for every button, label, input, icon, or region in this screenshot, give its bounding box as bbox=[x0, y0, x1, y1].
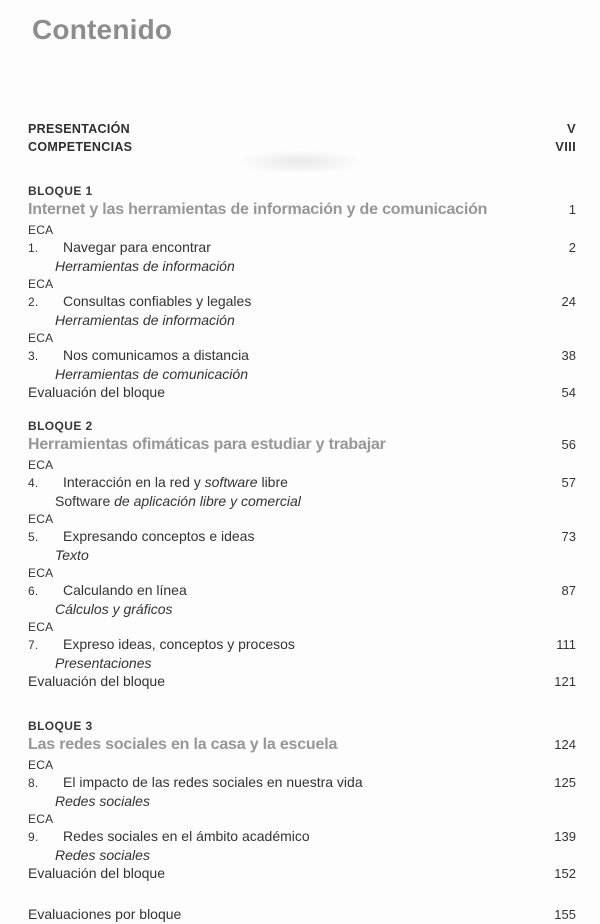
page-number: 125 bbox=[554, 775, 576, 790]
eca-label: ECA 7. bbox=[28, 620, 53, 652]
page-number: 152 bbox=[554, 866, 576, 881]
entry-subtitle bbox=[28, 492, 576, 510]
subtitle-italic: Herramientas de comunicación bbox=[55, 366, 248, 382]
block-label: BLOQUE 1 bbox=[28, 184, 93, 198]
eca-label: ECA 4. bbox=[28, 458, 53, 490]
entry-title bbox=[28, 221, 211, 257]
page-number: 73 bbox=[561, 529, 576, 544]
page-number: 1 bbox=[568, 202, 576, 217]
entry-title-row bbox=[28, 618, 576, 654]
eca-label: ECA 6. bbox=[28, 566, 53, 598]
eca-label: ECA 8. bbox=[28, 758, 53, 790]
page-number: 124 bbox=[554, 737, 576, 752]
entry-subtitle bbox=[28, 600, 576, 618]
page-number: VIII bbox=[555, 139, 576, 154]
entry-title-text: Calculando en línea bbox=[63, 582, 187, 598]
toc-entry bbox=[28, 329, 576, 383]
entry-title-row bbox=[28, 456, 576, 492]
toc-entry bbox=[28, 618, 576, 672]
entry-title-text: Expreso ideas, conceptos y procesos bbox=[63, 636, 295, 652]
entry-title-row bbox=[28, 756, 576, 792]
block-title-row bbox=[28, 734, 576, 756]
front-matter bbox=[28, 120, 576, 156]
toc-block-2 bbox=[28, 418, 576, 691]
toc-block-3 bbox=[28, 718, 576, 883]
page-number: 121 bbox=[554, 674, 576, 689]
entry-title-text: Expresando conceptos e ideas bbox=[63, 528, 255, 544]
eca-label: ECA 5. bbox=[28, 512, 53, 544]
block-title-row bbox=[28, 199, 576, 221]
entry-title bbox=[28, 275, 251, 311]
entry-subtitle bbox=[28, 546, 576, 564]
page-title: Contenido bbox=[32, 14, 173, 45]
entry-title bbox=[28, 810, 310, 846]
entry-title-text: Navegar para encontrar bbox=[63, 239, 211, 255]
subtitle-italic: Redes sociales bbox=[55, 793, 150, 809]
entry-title bbox=[28, 456, 288, 492]
toc-entry bbox=[28, 221, 576, 275]
entry-title-row bbox=[28, 810, 576, 846]
page-number: 24 bbox=[561, 294, 576, 309]
subtitle-italic: Herramientas de información bbox=[55, 312, 235, 328]
block-title-row bbox=[28, 434, 576, 456]
subtitle-roman: Software bbox=[55, 493, 115, 509]
subtitle-italic: Presentaciones bbox=[55, 655, 152, 671]
entry-title-row bbox=[28, 329, 576, 365]
block-title: Las redes sociales en la casa y la escuela bbox=[28, 736, 338, 753]
closing-row bbox=[28, 905, 576, 924]
subtitle-italic: Redes sociales bbox=[55, 847, 150, 863]
page-number: 139 bbox=[554, 829, 576, 844]
entry-title-text: Nos comunicamos a distancia bbox=[63, 347, 249, 363]
page-number: V bbox=[567, 121, 576, 136]
toc-entry bbox=[28, 564, 576, 618]
subtitle-italic: Herramientas de información bbox=[55, 258, 235, 274]
page-number: 54 bbox=[561, 385, 576, 400]
subtitle-italic: de aplicación libre y comercial bbox=[114, 493, 301, 509]
entry-title-row bbox=[28, 275, 576, 311]
eca-label: ECA 9. bbox=[28, 812, 53, 844]
block-evaluation-label: Evaluación del bloque bbox=[28, 865, 165, 881]
entry-subtitle bbox=[28, 365, 576, 383]
entry-title bbox=[28, 329, 249, 365]
entry-title bbox=[28, 510, 254, 546]
block-evaluation-label: Evaluación del bloque bbox=[28, 384, 165, 400]
entry-subtitle bbox=[28, 311, 576, 329]
block-label: BLOQUE 2 bbox=[28, 419, 93, 433]
front-matter-label: PRESENTACIÓN bbox=[28, 122, 130, 136]
block-evaluation-label: Evaluación del bloque bbox=[28, 673, 165, 689]
front-matter-row bbox=[28, 138, 576, 156]
toc-entry bbox=[28, 275, 576, 329]
block-title: Internet y las herramientas de información y de comunicación bbox=[28, 201, 488, 218]
entry-subtitle bbox=[28, 792, 576, 810]
entry-title-italic: software bbox=[204, 474, 258, 490]
block-evaluation-row bbox=[28, 383, 576, 402]
front-matter-label: COMPETENCIAS bbox=[28, 140, 133, 154]
page-number: 57 bbox=[561, 475, 576, 490]
block-evaluation-row bbox=[28, 864, 576, 883]
entry-title bbox=[28, 618, 295, 654]
entry-title-row bbox=[28, 510, 576, 546]
page-number: 38 bbox=[561, 348, 576, 363]
entry-subtitle bbox=[28, 654, 576, 672]
block-title: Herramientas ofimáticas para estudiar y trabajar bbox=[28, 436, 386, 453]
entry-title-text: Consultas confiables y legales bbox=[63, 293, 252, 309]
toc-entry bbox=[28, 456, 576, 510]
entry-subtitle bbox=[28, 846, 576, 864]
eca-label: ECA 1. bbox=[28, 223, 53, 255]
block-label: BLOQUE 3 bbox=[28, 719, 93, 733]
subtitle-italic: Cálculos y gráficos bbox=[55, 601, 173, 617]
entry-title bbox=[28, 756, 363, 792]
block-evaluation-row bbox=[28, 672, 576, 691]
subtitle-italic: Texto bbox=[55, 547, 89, 563]
entry-subtitle bbox=[28, 257, 576, 275]
page-number: 2 bbox=[568, 240, 576, 255]
page-number: 87 bbox=[561, 583, 576, 598]
entry-title-post: libre bbox=[257, 474, 288, 490]
entry-title-text: El impacto de las redes sociales en nuestra vida bbox=[63, 774, 363, 790]
entry-title-text: Redes sociales en el ámbito académico bbox=[63, 828, 310, 844]
entry-title-text: Interacción en la red y bbox=[63, 474, 205, 490]
entry-title-row bbox=[28, 221, 576, 257]
entry-title-row bbox=[28, 564, 576, 600]
toc-entry bbox=[28, 756, 576, 810]
toc-entry bbox=[28, 810, 576, 864]
front-matter-row bbox=[28, 120, 576, 138]
toc-entry bbox=[28, 510, 576, 564]
eca-label: ECA 3. bbox=[28, 331, 53, 363]
entry-title bbox=[28, 564, 187, 600]
toc-block-1 bbox=[28, 183, 576, 402]
closing-label: Evaluaciones por bloque bbox=[28, 906, 182, 922]
page-number: 56 bbox=[561, 437, 576, 452]
page-number: 155 bbox=[554, 907, 576, 922]
page-number: 111 bbox=[556, 637, 576, 652]
eca-label: ECA 2. bbox=[28, 277, 53, 309]
